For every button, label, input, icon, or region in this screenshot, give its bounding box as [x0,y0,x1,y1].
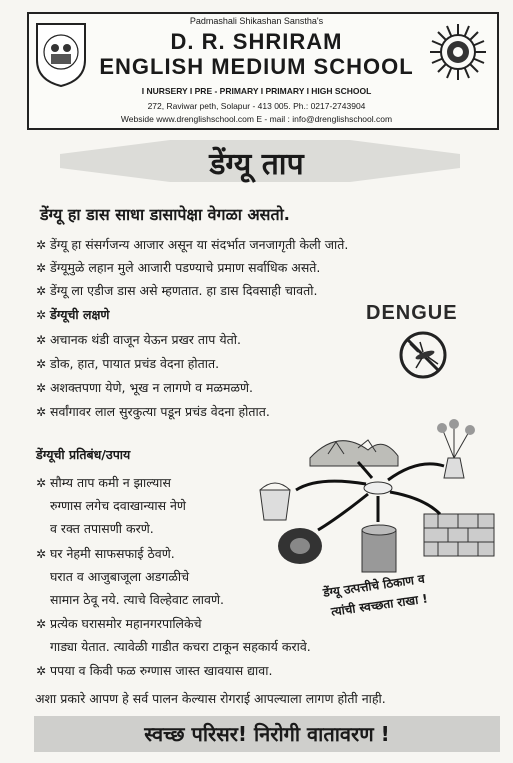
bullet-icon: ✲ [36,238,47,252]
list-item: ✲ सौम्य ताप कमी न झाल्यास [36,475,171,490]
bullet-icon: ✲ [36,476,47,490]
list-item: ✲ डेंग्यू ला एडीज डास असे म्हणतात. हा डास दिवसाही चावतो. [36,283,318,298]
footer-note: अशा प्रकारे आपण हे सर्व पालन केल्यास रोगराई आपल्याला लागण होती नाही. [35,691,386,706]
list-item: ✲ अशक्तपणा येणे, भूख न लागणे व मळमळणे. [36,380,254,395]
bullet-icon: ✲ [36,381,47,395]
list-item: ✲ अचानक थंडी वाजून येऊन प्रखर ताप येतो. [36,332,241,347]
bullet-icon: ✲ [36,333,47,347]
symptoms-heading: ✲ डेंग्यूची लक्षणे [36,307,110,322]
list-item-continued: व रक्त तपासणी करणे. [50,521,154,536]
bullet-icon: ✲ [36,617,47,631]
list-item: ✲ सर्वांगावर लाल सुरकुत्या पडून प्रचंड वेदना होतात. [36,404,270,419]
school-name-line1: D. R. SHRIRAM [170,29,343,54]
bullet-icon: ✲ [36,357,47,371]
bullet-icon: ✲ [36,405,47,419]
list-item-continued: सामान ठेवू नये. त्याचे विल्हेवाट लावणे. [50,592,225,607]
list-item-continued: रुग्णास लगेच दवाखान्यास नेणे [50,498,186,513]
list-item: ✲ डेंग्यू हा संसर्गजन्य आजार असून या संदर्भात जनजागृती केली जाते. [36,237,349,252]
bullet-icon: ✲ [36,664,47,678]
bullet-icon: ✲ [36,547,47,561]
subtitle: डेंग्यू हा डास साधा डासापेक्षा वेगळा असतो. [40,205,290,224]
list-item-continued: घरात व आजुबाजूला अडगळीचे [50,569,190,584]
list-item-continued: गाड्या येतात. त्यावेळी गाडीत कचरा टाकून सहकार्य करावे. [50,639,311,654]
list-item: ✲ पपया व किवी फळ रुग्णास जास्त खावयास द्यावा. [36,663,273,678]
mosquito-icon [398,330,448,380]
illustration-caption-line2: त्यांची स्वच्छता राखा ! [330,591,429,619]
bullet-icon: ✲ [36,284,47,298]
school-name-line2: ENGLISH MEDIUM SCHOOL [99,54,414,79]
slogan: स्वच्छ परिसर! निरोगी वातावरण ! [144,722,390,746]
prevention-heading: डेंग्यूची प्रतिबंध/उपाय [36,447,131,462]
bullet-icon: ✲ [36,261,47,275]
illustration-caption-line1: डेंग्यू उत्पत्तीचे ठिकाण व [322,571,426,600]
list-item: ✲ घर नेहमी साफसफाई ठेवणे. [36,546,175,561]
list-item: ✲ प्रत्येक घरासमोर महानगरपालिकेचे [36,616,202,631]
list-item: ✲ डेंग्यूमुळे लहान मुले आजारी पडण्याचे प्रमाण सर्वाधिक असते. [36,260,321,275]
sanstha-name: Padmashali Shikashan Sanstha's [189,16,324,26]
page-title: डेंग्यू ताप [209,147,304,182]
list-item: ✲ डोक, हात, पायात प्रचंड वेदना होतात. [36,356,220,371]
dengue-label: DENGUE [366,302,458,324]
school-contact: Webside www.drenglishschool.com E - mail : info@drenglishschool.com [120,114,393,124]
school-address: 272, Raviwar peth, Solapur - 413 005. Ph.: 0217-2743904 [147,101,366,111]
bullet-icon: ✲ [36,308,47,322]
school-levels: I NURSERY I PRE - PRIMARY I PRIMARY I HIGH SCHOOL [141,86,372,96]
